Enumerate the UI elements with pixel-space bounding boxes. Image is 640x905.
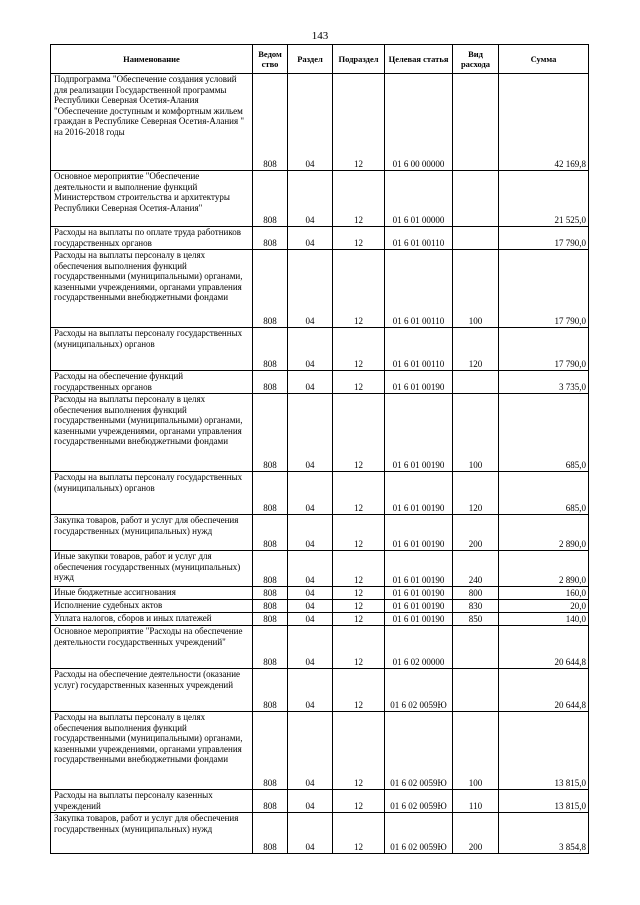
cell-subsection: 12 bbox=[333, 669, 385, 712]
cell-section: 04 bbox=[288, 227, 333, 250]
cell-sum: 20,0 bbox=[499, 600, 589, 613]
cell-type: 240 bbox=[453, 551, 499, 587]
cell-name: Иные бюджетные ассигнования bbox=[51, 587, 253, 600]
cell-subsection: 12 bbox=[333, 813, 385, 854]
cell-subsection: 12 bbox=[333, 328, 385, 371]
cell-ministry: 808 bbox=[253, 813, 288, 854]
cell-type: 200 bbox=[453, 813, 499, 854]
cell-target: 01 6 01 00110 bbox=[385, 328, 453, 371]
cell-name: Расходы на обеспечение функций государственных органов bbox=[51, 371, 253, 394]
cell-section: 04 bbox=[288, 250, 333, 328]
budget-table bbox=[50, 44, 589, 854]
cell-type: 800 bbox=[453, 587, 499, 600]
table-row bbox=[51, 371, 589, 394]
cell-type: 830 bbox=[453, 600, 499, 613]
cell-sum: 42 169,8 bbox=[499, 74, 589, 171]
cell-section: 04 bbox=[288, 669, 333, 712]
cell-ministry: 808 bbox=[253, 613, 288, 626]
cell-section: 04 bbox=[288, 394, 333, 472]
cell-ministry: 808 bbox=[253, 250, 288, 328]
cell-sum: 3 854,8 bbox=[499, 813, 589, 854]
cell-subsection: 12 bbox=[333, 712, 385, 790]
cell-target: 01 6 01 00190 bbox=[385, 515, 453, 551]
cell-type: 100 bbox=[453, 250, 499, 328]
column-header-subsection: Подраздел bbox=[333, 45, 385, 74]
cell-subsection: 12 bbox=[333, 551, 385, 587]
table-row bbox=[51, 74, 589, 171]
table-row bbox=[51, 600, 589, 613]
cell-ministry: 808 bbox=[253, 171, 288, 227]
table-row bbox=[51, 250, 589, 328]
cell-name: Исполнение судебных актов bbox=[51, 600, 253, 613]
cell-sum: 140,0 bbox=[499, 613, 589, 626]
cell-section: 04 bbox=[288, 74, 333, 171]
table-row bbox=[51, 813, 589, 854]
cell-sum: 20 644,8 bbox=[499, 626, 589, 669]
table-row bbox=[51, 551, 589, 587]
cell-type: 120 bbox=[453, 328, 499, 371]
cell-ministry: 808 bbox=[253, 472, 288, 515]
cell-ministry: 808 bbox=[253, 515, 288, 551]
cell-type: 850 bbox=[453, 613, 499, 626]
cell-name: Расходы на обеспечение деятельности (оказание услуг) государственных казенных учреждений bbox=[51, 669, 253, 712]
cell-section: 04 bbox=[288, 587, 333, 600]
cell-sum: 685,0 bbox=[499, 394, 589, 472]
cell-subsection: 12 bbox=[333, 394, 385, 472]
cell-section: 04 bbox=[288, 515, 333, 551]
cell-type bbox=[453, 74, 499, 171]
cell-ministry: 808 bbox=[253, 328, 288, 371]
cell-section: 04 bbox=[288, 712, 333, 790]
cell-subsection: 12 bbox=[333, 600, 385, 613]
column-header-type: Вид расхода bbox=[453, 45, 499, 74]
cell-type: 200 bbox=[453, 515, 499, 551]
column-header-name: Наименование bbox=[51, 45, 253, 74]
cell-ministry: 808 bbox=[253, 712, 288, 790]
cell-type bbox=[453, 171, 499, 227]
cell-type bbox=[453, 669, 499, 712]
cell-subsection: 12 bbox=[333, 613, 385, 626]
cell-target: 01 6 00 00000 bbox=[385, 74, 453, 171]
cell-type bbox=[453, 626, 499, 669]
cell-section: 04 bbox=[288, 600, 333, 613]
cell-type: 110 bbox=[453, 790, 499, 813]
cell-section: 04 bbox=[288, 551, 333, 587]
cell-section: 04 bbox=[288, 790, 333, 813]
cell-type bbox=[453, 227, 499, 250]
cell-target: 01 6 01 00190 bbox=[385, 613, 453, 626]
table-row bbox=[51, 227, 589, 250]
page-number: 143 bbox=[311, 30, 329, 42]
cell-subsection: 12 bbox=[333, 371, 385, 394]
cell-ministry: 808 bbox=[253, 371, 288, 394]
cell-name: Закупка товаров, работ и услуг для обеспечения государственных (муниципальных) нужд bbox=[51, 813, 253, 854]
cell-subsection: 12 bbox=[333, 227, 385, 250]
cell-sum: 160,0 bbox=[499, 587, 589, 600]
cell-target: 01 6 01 00110 bbox=[385, 227, 453, 250]
table-row bbox=[51, 472, 589, 515]
table-row bbox=[51, 328, 589, 371]
cell-subsection: 12 bbox=[333, 171, 385, 227]
cell-ministry: 808 bbox=[253, 227, 288, 250]
cell-subsection: 12 bbox=[333, 587, 385, 600]
cell-sum: 685,0 bbox=[499, 472, 589, 515]
cell-section: 04 bbox=[288, 472, 333, 515]
cell-ministry: 808 bbox=[253, 551, 288, 587]
table-row bbox=[51, 626, 589, 669]
cell-section: 04 bbox=[288, 613, 333, 626]
cell-subsection: 12 bbox=[333, 74, 385, 171]
cell-name: Уплата налогов, сборов и иных платежей bbox=[51, 613, 253, 626]
cell-sum: 2 890,0 bbox=[499, 515, 589, 551]
cell-target: 01 6 02 00000 bbox=[385, 626, 453, 669]
cell-name: Расходы на выплаты персоналу государственных (муниципальных) органов bbox=[51, 472, 253, 515]
cell-target: 01 6 02 0059Ю bbox=[385, 790, 453, 813]
cell-name: Иные закупки товаров, работ и услуг для обеспечения государственных (муниципальных) нужд bbox=[51, 551, 253, 587]
cell-subsection: 12 bbox=[333, 472, 385, 515]
cell-type: 100 bbox=[453, 712, 499, 790]
cell-subsection: 12 bbox=[333, 250, 385, 328]
cell-sum: 17 790,0 bbox=[499, 250, 589, 328]
cell-name: Расходы на выплаты персоналу в целях обеспечения выполнения функций государственными (муниципальными) органами, казенными учреждениями, органами управления государственными внебюджетными фондами bbox=[51, 394, 253, 472]
table-header-row bbox=[51, 45, 589, 74]
cell-target: 01 6 01 00190 bbox=[385, 394, 453, 472]
cell-sum: 17 790,0 bbox=[499, 227, 589, 250]
column-header-ministry: Ведом ство bbox=[253, 45, 288, 74]
cell-subsection: 12 bbox=[333, 626, 385, 669]
cell-ministry: 808 bbox=[253, 600, 288, 613]
cell-target: 01 6 02 0059Ю bbox=[385, 669, 453, 712]
cell-sum: 13 815,0 bbox=[499, 790, 589, 813]
table-row bbox=[51, 587, 589, 600]
table-row bbox=[51, 669, 589, 712]
table-row bbox=[51, 171, 589, 227]
cell-name: Основное мероприятие "Расходы на обеспечение деятельности государственных учреждений" bbox=[51, 626, 253, 669]
cell-sum: 20 644,8 bbox=[499, 669, 589, 712]
cell-section: 04 bbox=[288, 171, 333, 227]
cell-section: 04 bbox=[288, 371, 333, 394]
cell-target: 01 6 01 00110 bbox=[385, 250, 453, 328]
column-header-section: Раздел bbox=[288, 45, 333, 74]
cell-type: 120 bbox=[453, 472, 499, 515]
cell-target: 01 6 01 00000 bbox=[385, 171, 453, 227]
cell-sum: 3 735,0 bbox=[499, 371, 589, 394]
cell-name: Расходы на выплаты персоналу государственных (муниципальных) органов bbox=[51, 328, 253, 371]
cell-target: 01 6 02 0059Ю bbox=[385, 813, 453, 854]
cell-sum: 2 890,0 bbox=[499, 551, 589, 587]
cell-target: 01 6 01 00190 bbox=[385, 472, 453, 515]
cell-target: 01 6 01 00190 bbox=[385, 371, 453, 394]
cell-subsection: 12 bbox=[333, 515, 385, 551]
table-row bbox=[51, 790, 589, 813]
cell-ministry: 808 bbox=[253, 790, 288, 813]
cell-ministry: 808 bbox=[253, 394, 288, 472]
cell-name: Расходы на выплаты персоналу в целях обеспечения выполнения функций государственными (муниципальными) органами, казенными учреждениями, органами управления государственными внебюджетными фондами bbox=[51, 712, 253, 790]
cell-name: Основное мероприятие "Обеспечение деятельности и выполнение функций Министерством строительства и архитектуры Республики Северная Осетия-Алания" bbox=[51, 171, 253, 227]
cell-name: Подпрограмма "Обеспечение создания условий для реализации Государственной программы Республики Северная Осетия-Алания "Обеспечение доступным и комфортным жильем граждан в Республике Северная Осетия-Алания " на 2016-2018 годы bbox=[51, 74, 253, 171]
cell-name: Закупка товаров, работ и услуг для обеспечения государственных (муниципальных) нужд bbox=[51, 515, 253, 551]
table-row bbox=[51, 394, 589, 472]
cell-sum: 13 815,0 bbox=[499, 712, 589, 790]
cell-section: 04 bbox=[288, 813, 333, 854]
cell-target: 01 6 01 00190 bbox=[385, 551, 453, 587]
cell-ministry: 808 bbox=[253, 626, 288, 669]
cell-target: 01 6 02 0059Ю bbox=[385, 712, 453, 790]
cell-section: 04 bbox=[288, 626, 333, 669]
cell-sum: 21 525,0 bbox=[499, 171, 589, 227]
cell-target: 01 6 01 00190 bbox=[385, 600, 453, 613]
column-header-target: Целевая статья bbox=[385, 45, 453, 74]
cell-name: Расходы на выплаты персоналу в целях обеспечения выполнения функций государственными (муниципальными) органами, казенными учреждениями, органами управления государственными внебюджетными фондами bbox=[51, 250, 253, 328]
cell-ministry: 808 bbox=[253, 587, 288, 600]
cell-name: Расходы на выплаты персоналу казенных учреждений bbox=[51, 790, 253, 813]
cell-type: 100 bbox=[453, 394, 499, 472]
cell-name: Расходы на выплаты по оплате труда работников государственных органов bbox=[51, 227, 253, 250]
table-row bbox=[51, 712, 589, 790]
table-row bbox=[51, 515, 589, 551]
cell-target: 01 6 01 00190 bbox=[385, 587, 453, 600]
column-header-sum: Сумма bbox=[499, 45, 589, 74]
cell-sum: 17 790,0 bbox=[499, 328, 589, 371]
cell-ministry: 808 bbox=[253, 669, 288, 712]
cell-type bbox=[453, 371, 499, 394]
cell-section: 04 bbox=[288, 328, 333, 371]
cell-subsection: 12 bbox=[333, 790, 385, 813]
table-row bbox=[51, 613, 589, 626]
cell-ministry: 808 bbox=[253, 74, 288, 171]
